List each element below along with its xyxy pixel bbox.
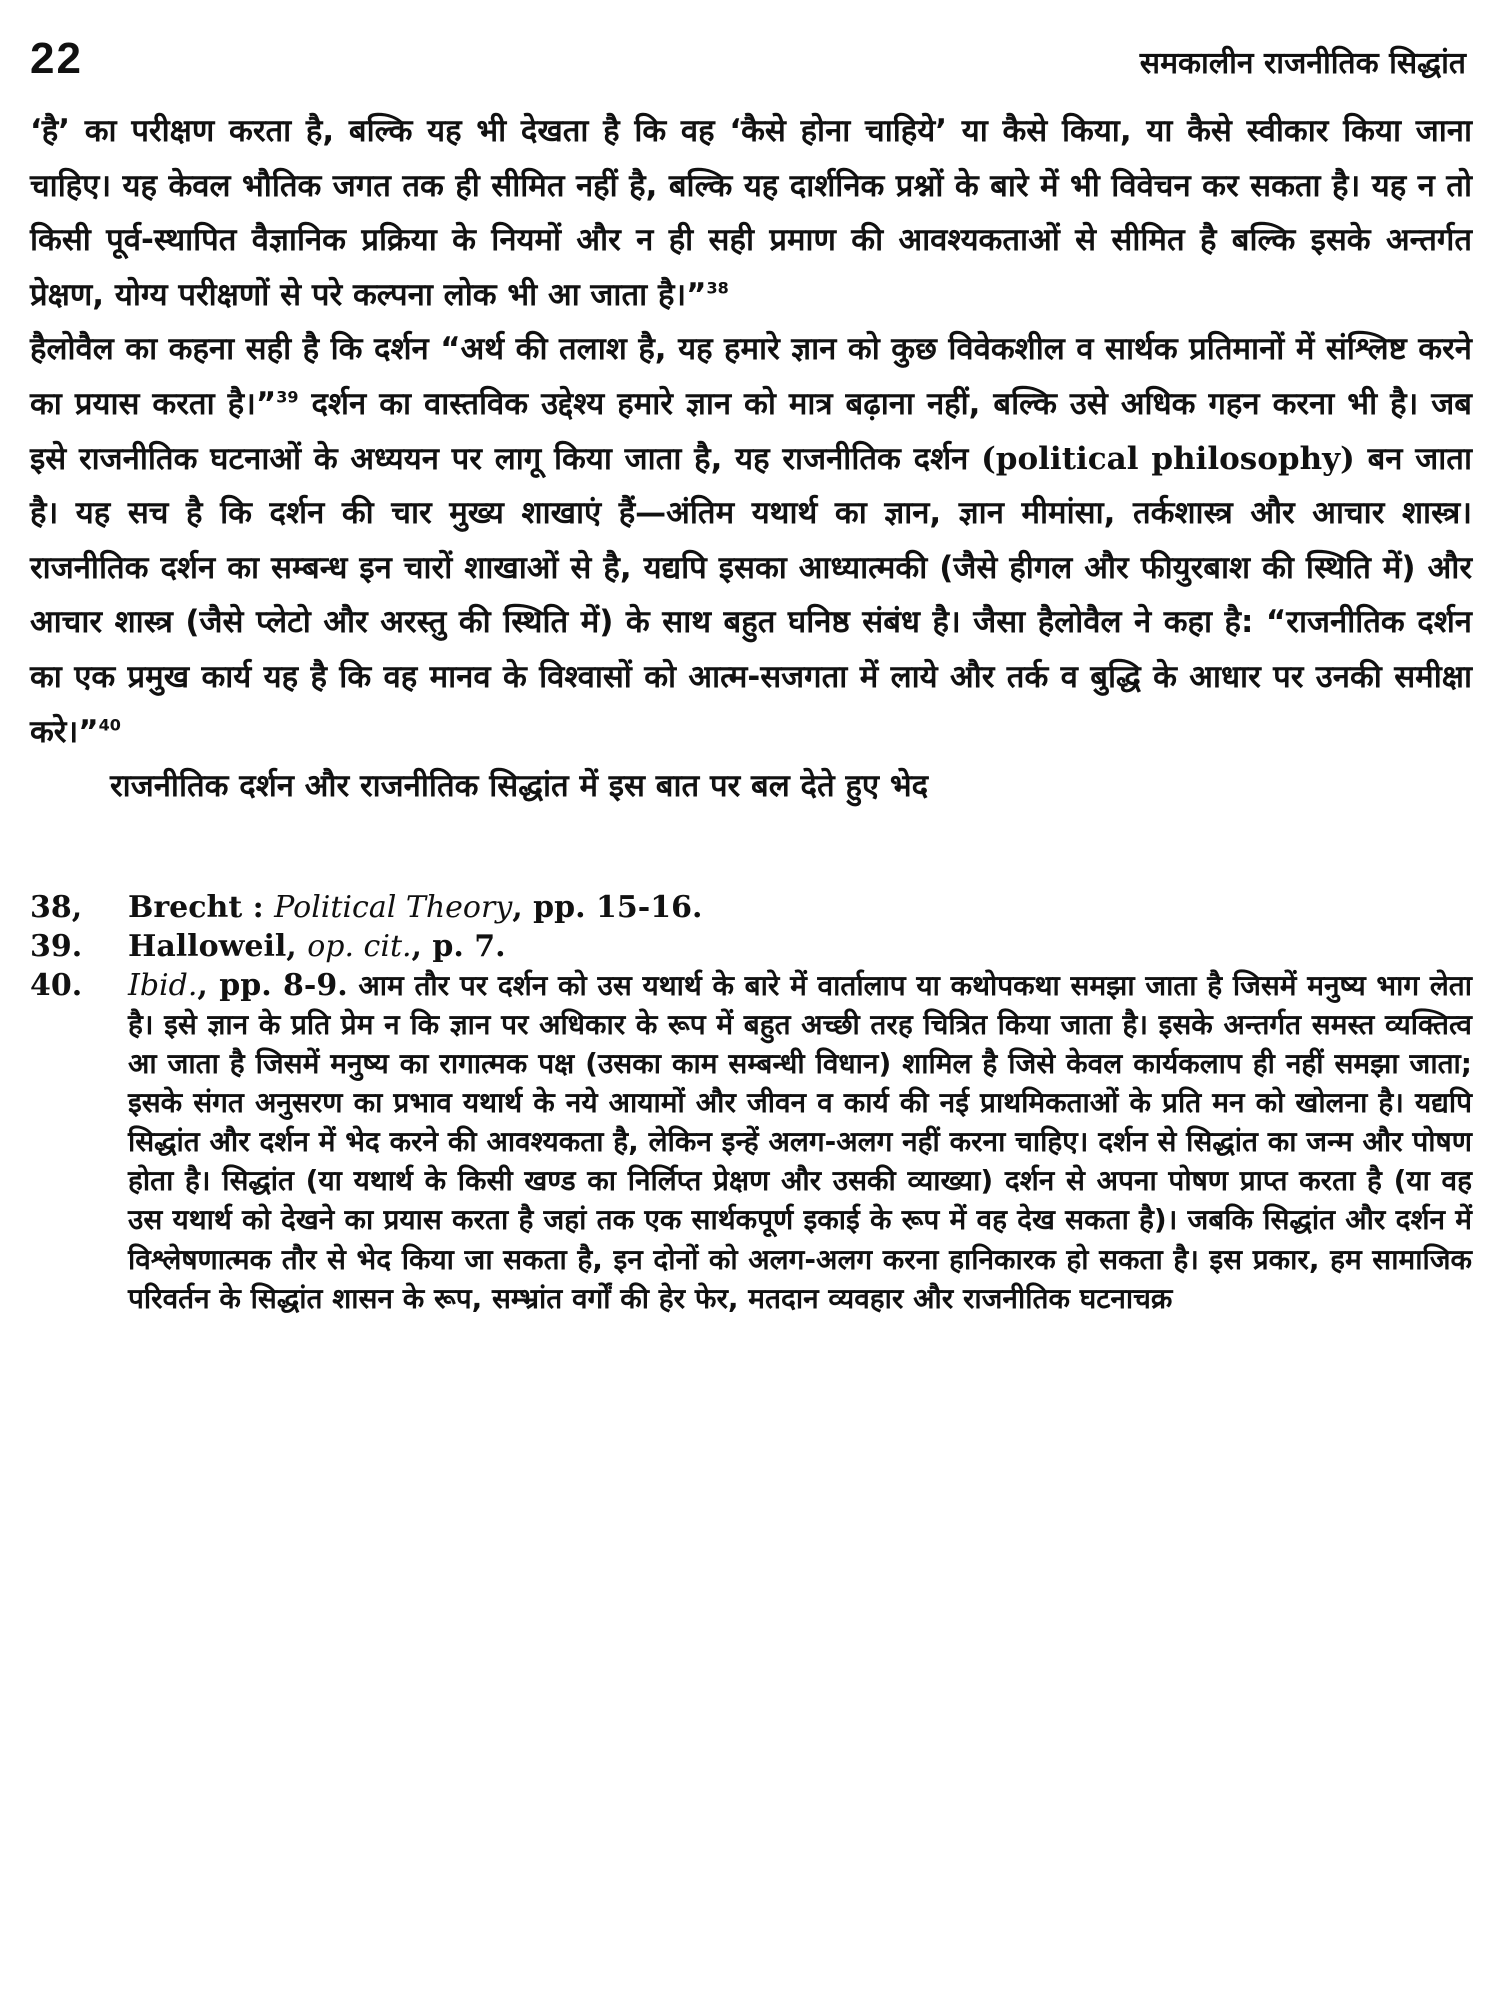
note-ref-40: 40 xyxy=(98,715,121,735)
paragraph-1-text: ‘है’ का परीक्षण करता है, बल्कि यह भी देखता है कि वह ‘कैसे होना चाहिये’ या कैसे किया, या कैसे स्वीकार किया जाना चाहिए। यह केवल भौतिक जगत तक ही सीमित नहीं है, बल्कि यह दार्शनिक प्रश्नों के बारे में भी विवेचन कर सकता है। यह न तो किसी पूर्व-स्थापित वैज्ञानिक प्रक्रिया के नियमों और न ही सही प्रमाण की आवश्यकताओं से सीमित है बल्कि इसके अन्तर्गत प्रेक्षण, योग्य परीक्षणों से परे कल्पना लोक भी आ जाता है।” xyxy=(30,113,1472,313)
footnote-citation xyxy=(128,968,348,1003)
citation-author: Brecht : xyxy=(128,889,264,925)
paragraph-3: राजनीतिक दर्शन और राजनीतिक सिद्धांत में इस बात पर बल देते हुए भेद xyxy=(110,768,929,805)
paragraph-2-rest: बन जाता है। यह सच है कि दर्शन की चार मुख्य शाखाएं हैं—अंतिम यथार्थ का ज्ञान, ज्ञान मीमांसा, तर्कशास्त्र और आचार शास्त्र। राजनीतिक दर्शन का सम्बन्ध इन चारों शाखाओं से है, यद्यपि इसका आध्यात्मकी (जैसे हीगल और फीयुरबाश की स्थिति में) और आचार शास्त्र (जैसे प्लेटो और अरस्तु की स्थिति में) के साथ बहुत घनिष्ठ संबंध है। जैसा हैलोवैल ने कहा है: “राजनीतिक दर्शन का एक प्रमुख कार्य यह है कि वह मानव के विश्वासों को आत्म-सजगता में लाये और तर्क व बुद्धि के आधार पर उनकी समीक्षा करे।” xyxy=(30,440,1472,750)
note-ref-38: 38 xyxy=(706,278,729,298)
citation-title: Political Theory xyxy=(274,889,513,925)
footnotes xyxy=(30,888,1472,1318)
running-header xyxy=(30,34,1472,104)
footnote-40 xyxy=(30,966,1472,1318)
citation-pages: , pp. 8-9. xyxy=(197,967,348,1003)
page-number: 22 xyxy=(30,34,83,83)
footnote-citation xyxy=(128,888,702,927)
footnote-body: आम तौर पर दर्शन को उस यथार्थ के बारे में वार्तालाप या कथोपकथा समझा जाता है जिसमें मनुष्य भाग लेता है। इसे ज्ञान के प्रति प्रेम न कि ज्ञान पर अधिकार के रूप में बहुत अच्छी तरह चित्रित किया जाता है। इसके अन्तर्गत समस्त व्यक्तित्व आ जाता है जिसमें मनुष्य का रागात्मक पक्ष (उसका काम सम्बन्धी विधान) शामिल है जिसे केवल कार्यकलाप ही नहीं समझा जाता; इसके संगत अनुसरण का प्रभाव यथार्थ के नये आयामों और जीवन व कार्य की नई प्राथमिकताओं के प्रति मन को खोलना है। यद्यपि सिद्धांत और दर्शन में भेद करने की आवश्यकता है, लेकिन इन्हें अलग-अलग नहीं करना चाहिए। दर्शन से सिद्धांत का जन्म और पोषण होता है। सिद्धांत (या यथार्थ के किसी खण्ड का निर्लिप्त प्रेक्षण और उसकी व्याख्या) दर्शन से अपना पोषण प्राप्त करता है (या वह उस यथार्थ को देखने का प्रयास करता है जहां तक एक सार्थकपूर्ण इकाई के रूप में वह देख सकता है)। जबकि सिद्धांत और दर्शन में विश्लेषणात्मक तौर से भेद किया जा सकता है, इन दोनों को अलग-अलग करना हानिकारक हो सकता है। इस प्रकार, हम सामाजिक परिवर्तन के सिद्धांत शासन के रूप, सम्भ्रांत वर्गों की हेर फेर, मतदान व्यवहार और राजनीतिक घटनाचक्र xyxy=(128,968,1473,1315)
footnote-38 xyxy=(30,888,1472,927)
citation-pages: , pp. 15-16. xyxy=(512,889,703,925)
footnote-citation xyxy=(128,927,506,966)
paragraph-2 xyxy=(30,322,1472,759)
citation-title: op. cit. xyxy=(307,928,412,964)
footnote-number: 38, xyxy=(30,889,83,925)
main-text xyxy=(30,104,1472,814)
footnote-text xyxy=(128,966,1472,1318)
footnote-number: 40. xyxy=(30,967,83,1003)
footnote-number: 39. xyxy=(30,928,83,964)
book-title: समकालीन राजनीतिक सिद्धांत xyxy=(1139,46,1466,81)
citation-title: Ibid. xyxy=(128,967,198,1003)
paragraph-1 xyxy=(30,104,1472,322)
footnote-39 xyxy=(30,927,1472,966)
english-term: (political philosophy) xyxy=(981,440,1355,477)
paragraph-2-body: दर्शन का वास्तविक उद्देश्य हमारे ज्ञान को मात्र बढ़ाना नहीं, बल्कि उसे अधिक गहन करना भी है। जब इसे राजनीतिक घटनाओं के अध्ययन पर लागू किया जाता है, यह राजनीतिक दर्शन xyxy=(30,385,1473,477)
paragraph-2-intro: हैलोवैल का कहना सही है कि दर्शन “अर्थ की तलाश है, यह हमारे ज्ञान को कुछ विवेकशील व सार्थक प्रतिमानों में संश्लिष्ट करने का प्रयास करता है।” xyxy=(30,331,1472,422)
citation-author: Halloweil, xyxy=(128,928,297,964)
citation-pages: , p. 7. xyxy=(411,928,506,964)
note-ref-39: 39 xyxy=(276,387,299,407)
